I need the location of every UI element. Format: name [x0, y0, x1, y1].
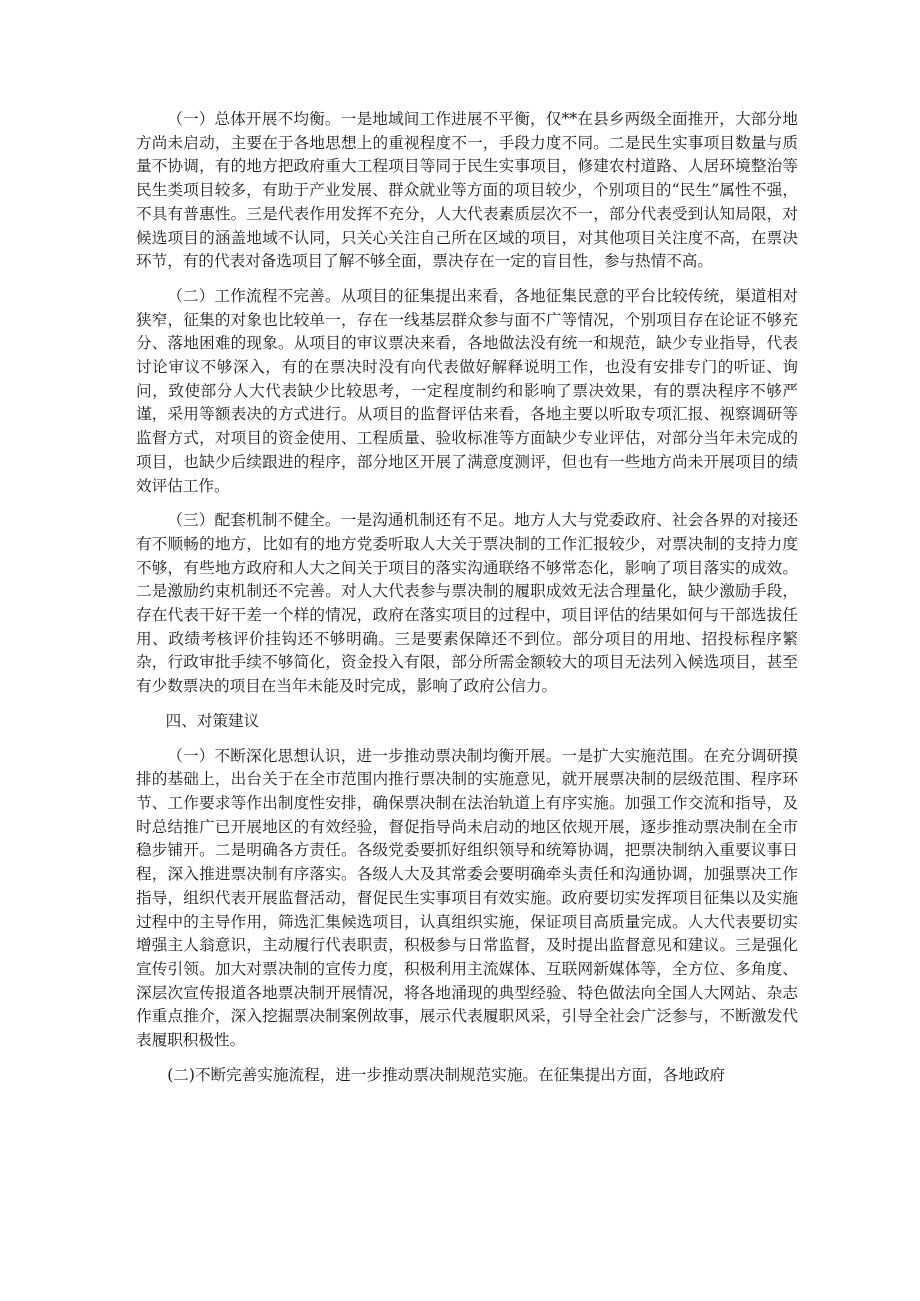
document-page — [136, 108, 798, 1098]
section-heading: 四、对策建议 — [165, 711, 260, 730]
paragraph-deepen-understanding: （一）不断深化思想认识，进一步推动票决制均衡开展。一是扩大实施范围。在充分调研摸排的基础上，出台关于在全市范围内推行票决制的实施意见，就开展票决制的层级范围、程序环节、工作要求等作出制度性安排，确保票决制在法治轨道上有序实施。加强工作交流和指导，及时总结推广已开展地区的有效经验，督促指导尚未启动的地区依规开展，逐步推动票决制在全市稳步铺开。二是明确各方责任。各级党委要抓好组织领导和统筹协调，把票决制纳入重要议事日程，深入推进票决制有序落实。各级人大及其常委会要明确牵头责任和沟通协调，加强票决工作指导，组织代表开展监督活动，督促民生实事项目有效实施。政府要切实发挥项目征集以及实施过程中的主导作用，筛选汇集候选项目，认真组织实施，保证项目高质量完成。人大代表要切实增强主人翁意识，主动履行代表职责，积极参与日常监督，及时提出监督意见和建议。三是强化宣传引领。加大对票决制的宣传力度，积极利用主流媒体、互联网新媒体等，全方位、多角度、深层次宣传报道各地票决制开展情况，将各地涌现的典型经验、特色做法向全国人大网站、杂志作重点推介，深入挖掘票决制案例故事，展示代表履职风采，引导全社会广泛参与，不断激发代表履职积极性。 — [136, 746, 798, 1050]
paragraph-workflow-incomplete: （二）工作流程不完善。从项目的征集提出来看，各地征集民意的平台比较传统，渠道相对狭窄，征集的对象也比较单一，存在一线基层群众参与面不广等情况，个别项目存在论证不够充分、落地困难的现象。从项目的审议票决来看，各地做法没有统一和规范，缺少专业指导，代表讨论审议不够深入，有的在票决时没有向代表做好解释说明工作，也没有安排专门的听证、询问，致使部分人大代表缺少比较思考，一定程度制约和影响了票决效果，有的票决程序不够严谨，采用等额表决的方式进行。从项目的监督评估来看，各地主要以听取专项汇报、视察调研等监督方式，对项目的资金使用、工程质量、验收标准等方面缺少专业评估，对部分当年未完成的项目，也缺少后续跟进的程序，部分地区开展了满意度测评，但也有一些地方尚未开展项目的绩效评估工作。 — [136, 286, 798, 495]
paragraph-overall-imbalance: （一）总体开展不均衡。一是地域间工作进展不平衡，仅**在县乡两级全面推开，大部分地方尚未启动，主要在于各地思想上的重视程度不一，手段力度不同。二是民生实事项目数量与质量不协调，有的地方把政府重大工程项目等同于民生实事项目，修建农村道路、人居环境整治等民生类项目较多，有助于产业发展、群众就业等方面的项目较少，个别项目的“民生”属性不强，不具有普惠性。三是代表作用发挥不充分，人大代表素质层次不一，部分代表受到认知局限，对候选项目的涵盖地域不认同，只关心关注自己所在区域的项目，对其他项目关注度不高，在票决环节，有的代表对备选项目了解不够全面，票决存在一定的盲目性，参与热情不高。 — [136, 110, 798, 271]
paragraph-improve-process: (二)不断完善实施流程，进一步推动票决制规范实施。在征集提出方面，各地政府 — [167, 1065, 726, 1084]
paragraph-supporting-mechanisms: （三）配套机制不健全。一是沟通机制还有不足。地方人大与党委政府、社会各界的对接还有不顺畅的地方，比如有的地方党委听取人大关于票决制的工作汇报较少，对票决制的支持力度不够，有些地方政府和人大之间关于项目的落实沟通联络不够常态化，影响了项目落实的成效。二是激励约束机制还不完善。对人大代表参与票决制的履职成效无法合理量化，缺少激励手段，存在代表干好干差一个样的情况，政府在落实项目的过程中，项目评估的结果如何与干部选拔任用、政绩考核评价挂钩还不够明确。三是要素保障还不到位。部分项目的用地、招投标程序繁杂，行政审批手续不够简化，资金投入有限，部分所需金额较大的项目无法列入候选项目，甚至有少数票决的项目在当年未能及时完成，影响了政府公信力。 — [136, 511, 798, 696]
